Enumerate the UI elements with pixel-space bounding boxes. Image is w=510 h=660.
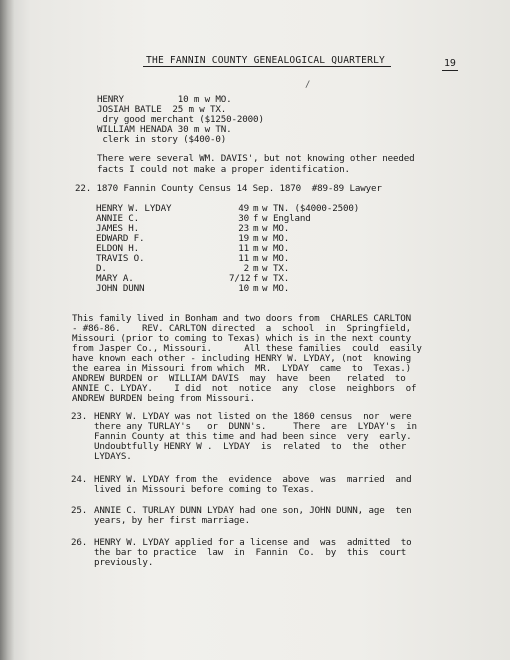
census-birthplace: MO. (273, 243, 290, 254)
census-race: w (262, 263, 268, 274)
census-name: JAMES H. (96, 223, 140, 234)
census-sex: m (253, 243, 259, 254)
item-23-line: HENRY W. LYDAY was not listed on the 1860 census nor were (94, 411, 412, 422)
page-number-underline (442, 70, 458, 71)
item-24-line: HENRY W. LYDAY from the evidence above was married and (94, 474, 412, 485)
page-number: 19 (444, 58, 456, 69)
census-birthplace: MO. (273, 283, 290, 294)
census-birthplace: TX. (273, 263, 290, 274)
census-age: 11 (238, 253, 249, 264)
paragraph-line: ANDREW BURDEN or WILLIAM DAVIS may have been related to (72, 373, 406, 384)
census-birthplace: MO. (273, 233, 290, 244)
census-sex: m (253, 233, 259, 244)
census-age: 49 (238, 203, 249, 214)
item-26-line: HENRY W. LYDAY applied for a license and was admitted to (94, 537, 412, 548)
census-sex: m (253, 223, 259, 234)
item-25-line: ANNIE C. TURLAY DUNN LYDAY had one son, JOHN DUNN, age ten (94, 505, 412, 516)
header-underline (143, 66, 391, 67)
item-23-line: there any TURLAY's or DUNN's. There are LYDAY's in (94, 421, 417, 432)
intro-line: JOSIAH BATLE 25 m w TX. (97, 104, 227, 115)
stray-mark: / (305, 80, 311, 90)
item-23-line: Undoubtfully HENRY W . LYDAY is related to the other (94, 441, 407, 452)
census-birthplace: TX. (273, 273, 290, 284)
census-birthplace: TN. ($4000-2500) (273, 203, 360, 214)
census-sex: m (253, 253, 259, 264)
item-23-line: LYDAYS. (94, 451, 132, 462)
item-24-number: 24. (71, 474, 88, 485)
intro-line: clerk in story ($400-0) (97, 134, 227, 145)
binding-spine (0, 0, 14, 660)
census-age: 7/12 (229, 273, 251, 284)
census-race: w (262, 253, 268, 264)
item-26-number: 26. (71, 537, 88, 548)
paragraph-line: the earea in Missouri from which MR. LYDAY came to Texas.) (72, 363, 412, 374)
item-22-heading: 22. 1870 Fannin County Census 14 Sep. 1870 #89-89 Lawyer (75, 183, 382, 194)
paragraph-line: - #86-86. REV. CARLTON directed a school in Springfield, (72, 323, 412, 334)
intro-line: WILLIAM HENADA 30 m w TN. (97, 124, 232, 135)
census-age: 30 (238, 213, 249, 224)
paragraph-line: This family lived in Bonham and two doors from CHARLES CARLTON (72, 313, 412, 324)
page-header-title: THE FANNIN COUNTY GENEALOGICAL QUARTERLY (146, 55, 386, 66)
census-sex: m (253, 203, 259, 214)
item-24-line: lived in Missouri before coming to Texas. (94, 484, 315, 495)
census-name: ANNIE C. (96, 213, 140, 224)
paragraph-line: from Jasper Co., Missouri. All these families could easily (72, 343, 422, 354)
item-26-line: the bar to practice law in Fannin Co. by this court (94, 547, 407, 558)
census-race: w (262, 243, 268, 254)
note-line: There were several WM. DAVIS', but not knowing other needed (97, 153, 415, 164)
census-age: 19 (238, 233, 249, 244)
census-sex: m (253, 283, 259, 294)
census-name: EDWARD F. (96, 233, 145, 244)
census-sex: m (253, 263, 259, 274)
paragraph-line: Missouri (prior to coming to Texas) which is in the next county (72, 333, 412, 344)
census-birthplace: England (273, 213, 311, 224)
census-race: w (262, 213, 268, 224)
census-age: 10 (238, 283, 249, 294)
census-sex: f (253, 213, 259, 224)
census-age: 2 (243, 263, 249, 274)
item-25-number: 25. (71, 505, 88, 516)
item-25-line: years, by her first marriage. (94, 515, 251, 526)
census-name: TRAVIS O. (96, 253, 145, 264)
census-age: 23 (238, 223, 249, 234)
item-26-line: previously. (94, 557, 154, 568)
census-birthplace: MO. (273, 253, 290, 264)
paragraph-line: ANDREW BURDEN being from Missouri. (72, 393, 255, 404)
census-birthplace: MO. (273, 223, 290, 234)
intro-line: dry good merchant ($1250-2000) (97, 114, 264, 125)
census-name: JOHN DUNN (96, 283, 145, 294)
census-age: 11 (238, 243, 249, 254)
paragraph-line: ANNIE C. LYDAY. I did not notice any close neighbors of (72, 383, 417, 394)
census-race: w (262, 273, 268, 284)
note-line: facts I could not make a proper identification. (97, 164, 350, 175)
intro-line: HENRY 10 m w MO. (97, 94, 232, 105)
census-race: w (262, 283, 268, 294)
census-race: w (262, 233, 268, 244)
paragraph-line: have known each other - including HENRY W. LYDAY, (not knowing (72, 353, 412, 364)
census-sex: f (253, 273, 259, 284)
census-race: w (262, 223, 268, 234)
census-name: ELDON H. (96, 243, 140, 254)
census-name: D. (96, 263, 107, 274)
census-name: MARY A. (96, 273, 134, 284)
census-name: HENRY W. LYDAY (96, 203, 172, 214)
item-23-line: Fannin County at this time and had been since very early. (94, 431, 412, 442)
item-23-number: 23. (71, 411, 88, 422)
census-race: w (262, 203, 268, 214)
